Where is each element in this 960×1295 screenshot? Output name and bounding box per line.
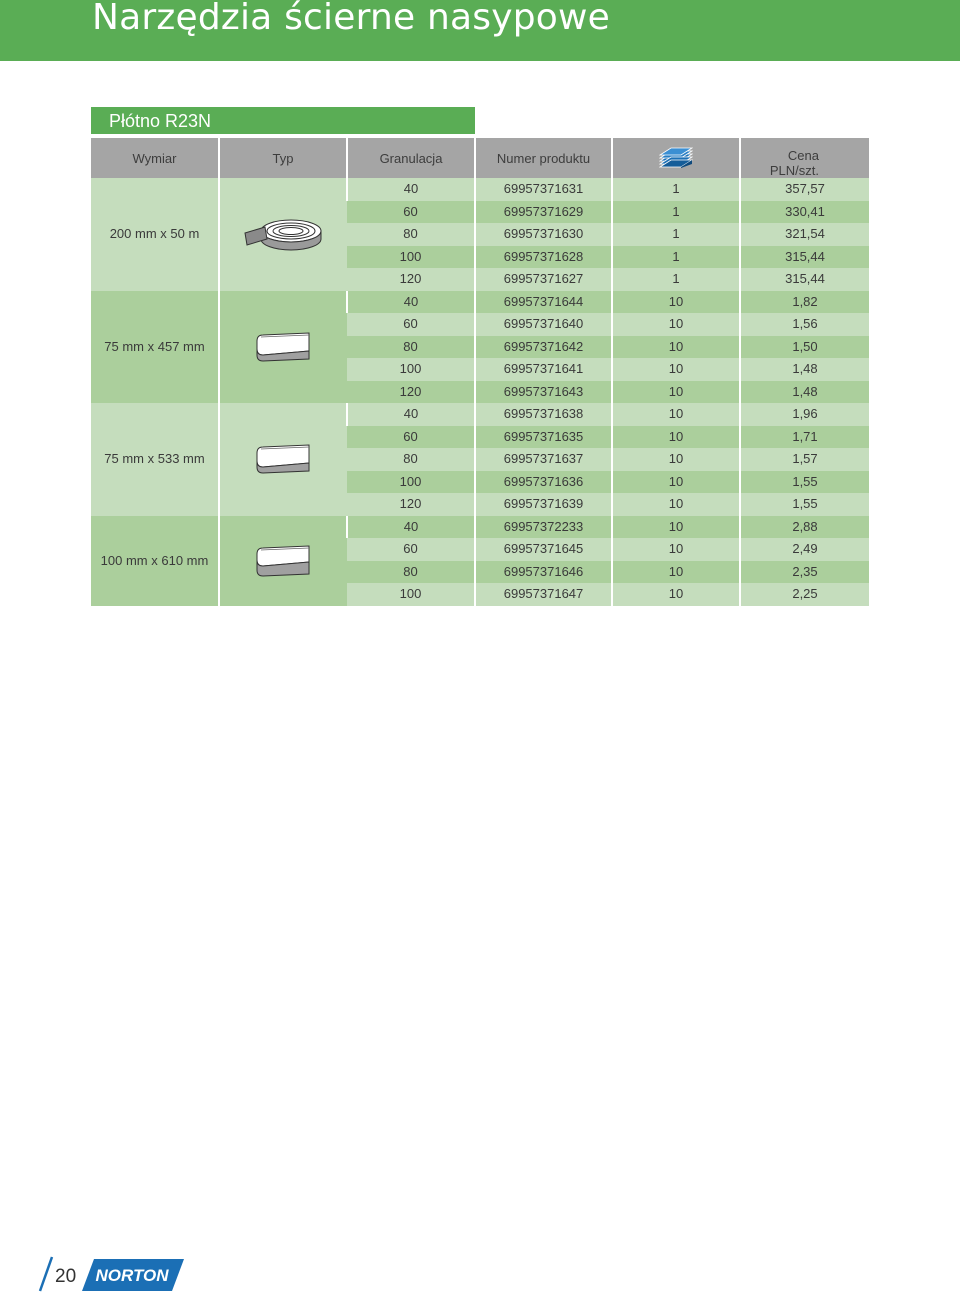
quantity-cell: 10 [612,561,740,584]
belt-icon [253,331,313,363]
grit-cell: 60 [347,538,475,561]
column-header-wymiar: Wymiar [91,138,219,178]
price-cell: 1,55 [740,493,869,516]
product-number-cell: 69957371644 [475,291,612,314]
product-number-cell: 69957371639 [475,493,612,516]
price-cell: 1,48 [740,358,869,381]
price-cell: 315,44 [740,246,869,269]
product-number-cell: 69957371628 [475,246,612,269]
price-cell: 2,88 [740,516,869,539]
size-cell: 200 mm x 50 m [91,178,219,291]
column-header-typ: Typ [219,138,347,178]
product-number-cell: 69957371642 [475,336,612,359]
belt-icon [253,544,313,578]
section-title: Płótno R23N [109,111,212,131]
roll-icon [243,217,323,251]
cena-label: Cena [787,148,819,163]
quantity-cell: 10 [612,426,740,449]
type-cell [219,178,347,291]
product-number-cell: 69957371629 [475,201,612,224]
grit-cell: 60 [347,426,475,449]
grit-cell: 60 [347,313,475,336]
column-header-numer-produktu: Numer produktu [475,138,612,178]
quantity-cell: 10 [612,471,740,494]
quantity-cell: 10 [612,403,740,426]
grit-cell: 40 [347,291,475,314]
table-row [91,516,869,539]
quantity-cell: 10 [612,358,740,381]
grit-cell: 100 [347,471,475,494]
page-number: 20 [55,1266,77,1287]
product-number-cell: 69957371637 [475,448,612,471]
footer-slash-decoration [38,1256,54,1292]
grit-cell: 60 [347,201,475,224]
grit-cell: 120 [347,268,475,291]
quantity-cell: 1 [612,178,740,201]
grit-cell: 40 [347,403,475,426]
price-cell: 1,56 [740,313,869,336]
quantity-cell: 10 [612,538,740,561]
grit-cell: 120 [347,493,475,516]
quantity-cell: 10 [612,313,740,336]
price-cell: 357,57 [740,178,869,201]
grit-cell: 80 [347,448,475,471]
quantity-cell: 10 [612,583,740,606]
section-bar [91,107,475,134]
quantity-cell: 10 [612,448,740,471]
column-header-cena [740,138,869,178]
product-number-cell: 69957371627 [475,268,612,291]
price-cell: 2,49 [740,538,869,561]
quantity-cell: 1 [612,201,740,224]
product-number-cell: 69957371643 [475,381,612,404]
cena-unit-label: PLN/szt. [769,163,819,178]
quantity-cell: 10 [612,493,740,516]
price-cell: 1,71 [740,426,869,449]
product-number-cell: 69957371646 [475,561,612,584]
price-cell: 2,25 [740,583,869,606]
grit-cell: 100 [347,358,475,381]
quantity-cell: 10 [612,381,740,404]
product-number-cell: 69957371630 [475,223,612,246]
table-row [91,403,869,426]
price-cell: 1,82 [740,291,869,314]
product-number-cell: 69957371647 [475,583,612,606]
product-number-cell: 69957372233 [475,516,612,539]
product-number-cell: 69957371635 [475,426,612,449]
quantity-cell: 1 [612,268,740,291]
size-cell: 100 mm x 610 mm [91,516,219,606]
type-cell [219,516,347,606]
norton-logo [82,1259,184,1291]
product-number-cell: 69957371631 [475,178,612,201]
quantity-cell: 10 [612,336,740,359]
size-cell: 75 mm x 533 mm [91,403,219,516]
price-cell: 1,96 [740,403,869,426]
price-cell: 2,35 [740,561,869,584]
package-stack-icon [659,147,693,169]
type-cell [219,403,347,516]
product-number-cell: 69957371636 [475,471,612,494]
grit-cell: 40 [347,516,475,539]
price-cell: 330,41 [740,201,869,224]
product-number-cell: 69957371645 [475,538,612,561]
price-cell: 1,55 [740,471,869,494]
product-table [91,138,869,606]
grit-cell: 120 [347,381,475,404]
table-row [91,291,869,314]
type-cell [219,291,347,404]
page-title: Narzędzia ścierne nasypowe [92,0,610,38]
belt-icon [253,443,313,475]
product-number-cell: 69957371641 [475,358,612,381]
quantity-cell: 1 [612,246,740,269]
price-cell: 1,50 [740,336,869,359]
table-header-row [91,138,869,178]
quantity-cell: 10 [612,291,740,314]
header-band [0,0,960,61]
grit-cell: 80 [347,561,475,584]
product-number-cell: 69957371638 [475,403,612,426]
grit-cell: 80 [347,223,475,246]
grit-cell: 40 [347,178,475,201]
column-header-granulacja: Granulacja [347,138,475,178]
grit-cell: 100 [347,246,475,269]
price-cell: 315,44 [740,268,869,291]
column-header-pack [612,138,740,178]
grit-cell: 100 [347,583,475,606]
price-cell: 1,48 [740,381,869,404]
quantity-cell: 1 [612,223,740,246]
grit-cell: 80 [347,336,475,359]
norton-logo-text: NORTON [95,1266,169,1285]
size-cell: 75 mm x 457 mm [91,291,219,404]
product-number-cell: 69957371640 [475,313,612,336]
price-cell: 321,54 [740,223,869,246]
quantity-cell: 10 [612,516,740,539]
table-row [91,178,869,201]
price-cell: 1,57 [740,448,869,471]
